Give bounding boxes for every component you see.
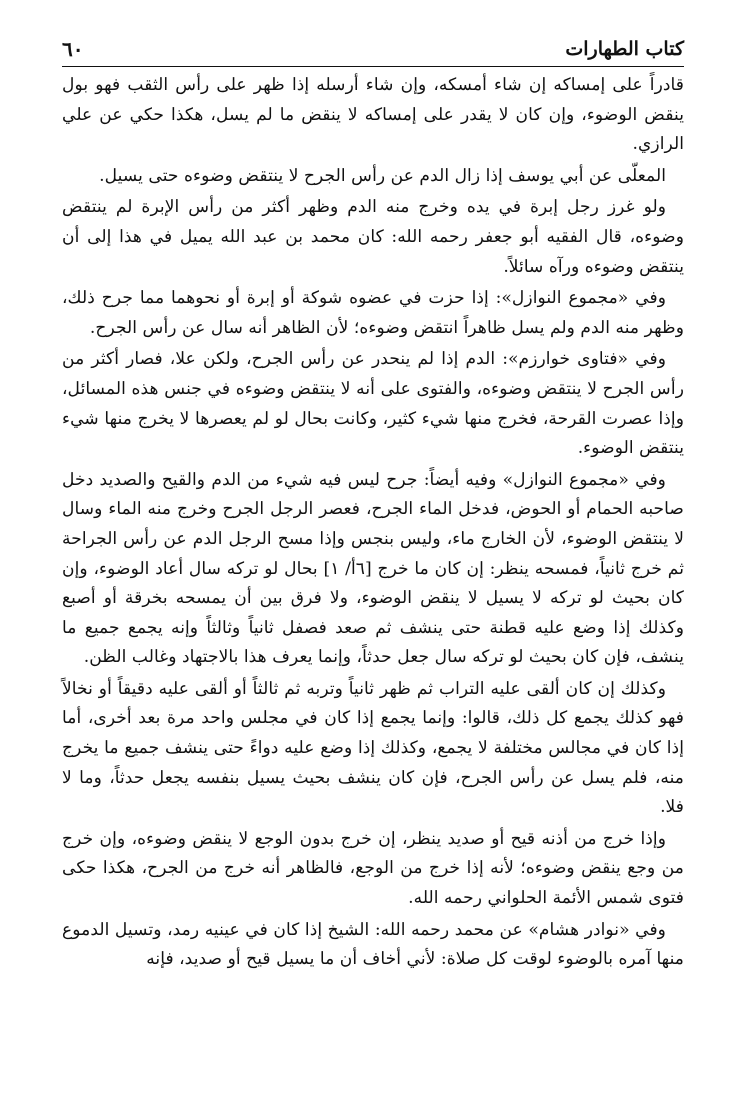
paragraph-8: وإذا خرج من أذنه قيح أو صديد ينظر، إن خرج بدون الوجع لا ينقض وضوءه، وإن خرج من وجع ينقض وضوءه؛ لأنه إذا خرج من الوجع، فالظاهر أنه خرج من الجرح، هكذا حكى فتوى شمس الأئمة الحلواني رحمه الله. xyxy=(62,828,684,909)
paragraph-7: وكذلك إن كان ألقى عليه التراب ثم ظهر ثانياً وتربه ثم ثالثاً أو ألقى عليه دقيقاً أو نخالاً فهو كذلك يجمع كل ذلك، قالوا: وإنما يجمع إذا كان في مجلس واحد مرة بعد أخرى، أما إذا كان في مجالس مختلفة لا يجمع، وكذلك إذا وضع عليه دواءً حتى ينشف جميع ما يخرج منه، فلم يسل عن رأس الجرح، فإن كان ينشف بحيث يسيل بنفسه يجعل حدثاً، وما لا فلا. xyxy=(62,678,684,818)
running-header xyxy=(62,30,684,67)
paragraph-6: وفي «مجموع النوازل» وفيه أيضاً: جرح ليس فيه شيء من الدم والقيح والصديد دخل صاحبه الحمام أو الحوض، فدخل الماء الجرح، فعصر الرجل الجرح وخرج منه الماء وسال لا ينتقض الوضوء، لأن الخارج ماء، وليس بنجس وإذا مسح الرجل الدم عن رأس الجراحة ثم خرج ثانياً، فمسحه ينظر: إن كان ما خرج [٦أ/ ١] بحال لو تركه سال أعاد الوضوء، وإن كان بحيث لو تركه لا يسيل لا ينقض الوضوء، ولا فرق بين أن يمسحه بخرقة أو أصبع وكذلك إذا وضع عليه قطنة حتى ينشف ثم صعد فصفل ثانياً وثالثاً وإنه يجمع جميع ما ينشف، فإن كان بحيث لو تركه سال جعل حدثاً، وإنما يعرف هذا بالاجتهاد وغالب الظن. xyxy=(62,469,685,668)
paragraph-9: وفي «نوادر هشام» عن محمد رحمه الله: الشيخ إذا كان في عينيه رمد، وتسيل الدموع منها آمره بالوضوء لوقت كل صلاة: لأني أخاف أن ما يسيل قيح أو صديد، فإنه xyxy=(62,919,684,970)
book-page xyxy=(62,30,684,1083)
paragraph-2: المعلّى عن أبي يوسف إذا زال الدم عن رأس الجرح لا ينتقض وضوءه حتى يسيل. xyxy=(99,165,666,186)
paragraph-4: وفي «مجموع النوازل»: إذا حزت في عضوه شوكة أو إبرة أو نحوهما مما جرح ذلك، وظهر منه الدم ولم يسل ظاهراً انتقض وضوءه؛ لأن الظاهر أنه سال عن رأس الجرح. xyxy=(62,288,684,338)
page-number: ٦٠ xyxy=(62,37,84,61)
page-body xyxy=(62,71,684,975)
paragraph-5: وفي «فتاوى خوارزم»: الدم إذا لم ينحدر عن رأس الجرح، ولكن علا، فصار أكثر من رأس الجرح لا ينتقض وضوءه، والفتوى على أنه لا ينتقض وضوءه في جنس هذه المسائل، وإذا عصرت القرحة، فخرج منها شيء كثير، وكانت بحال لو لم يعصرها لا يخرج منها شيء ينتقض الوضوء. xyxy=(62,349,684,459)
paragraph-3: ولو غرز رجل إبرة في يده وخرج منه الدم وظهر أكثر من رأس الإبرة لم ينتقض وضوءه، قال الفقيه أبو جعفر رحمه الله: كان محمد بن عبد الله يميل في هذا إلى أن ينتقض وضوءه ورآه سائلاً. xyxy=(62,197,684,277)
paragraph-1: قادراً على إمساكه إن شاء أمسكه، وإن شاء أرسله إذا ظهر على رأس الثقب فهو بول ينقض الوضوء، وإن كان لا يقدر على إمساكه لا ينقض ما لم يسل، هكذا حكي عن علي الرازي. xyxy=(62,75,684,155)
book-title: كتاب الطهارات xyxy=(565,38,684,60)
